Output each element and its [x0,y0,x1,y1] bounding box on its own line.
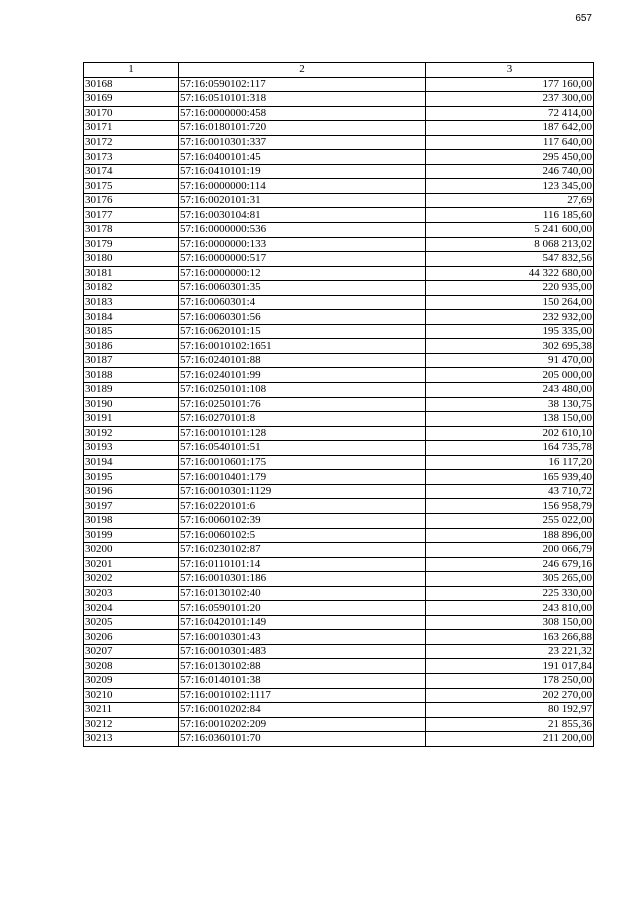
value-cell: 138 150,00 [426,412,594,427]
table-row [84,310,594,325]
column-header-2: 2 [179,63,426,78]
row-number-cell: 30182 [84,281,179,296]
value-cell: 21 855,36 [426,717,594,732]
cadastral-number-cell: 57:16:0010102:1651 [179,339,426,354]
row-number-cell: 30196 [84,484,179,499]
table-row [84,659,594,674]
cadastral-number-cell: 57:16:0010601:175 [179,455,426,470]
row-number-cell: 30188 [84,368,179,383]
row-number-cell: 30208 [84,659,179,674]
table-row [84,266,594,281]
table-row [84,499,594,514]
table-row [84,193,594,208]
table-row [84,77,594,92]
cadastral-number-cell: 57:16:0420101:149 [179,615,426,630]
table-row [84,208,594,223]
cadastral-number-cell: 57:16:0010202:84 [179,703,426,718]
value-cell: 44 322 680,00 [426,266,594,281]
table-row [84,703,594,718]
table-header [84,63,594,78]
value-cell: 302 695,38 [426,339,594,354]
value-cell: 43 710,72 [426,484,594,499]
cadastral-number-cell: 57:16:0140101:38 [179,673,426,688]
value-cell: 178 250,00 [426,673,594,688]
value-cell: 211 200,00 [426,732,594,747]
cadastral-number-cell: 57:16:0010301:43 [179,630,426,645]
table-row [84,121,594,136]
value-cell: 255 022,00 [426,513,594,528]
table-row [84,513,594,528]
value-cell: 8 068 213,02 [426,237,594,252]
value-cell: 116 185,60 [426,208,594,223]
cadastral-number-cell: 57:16:0010301:483 [179,644,426,659]
row-number-cell: 30204 [84,601,179,616]
value-cell: 117 640,00 [426,135,594,150]
cadastral-number-cell: 57:16:0110101:14 [179,557,426,572]
table-row [84,237,594,252]
row-number-cell: 30195 [84,470,179,485]
cadastral-number-cell: 57:16:0590101:20 [179,601,426,616]
cadastral-number-cell: 57:16:0000000:12 [179,266,426,281]
value-cell: 246 740,00 [426,164,594,179]
cadastral-number-cell: 57:16:0000000:536 [179,223,426,238]
table-row [84,397,594,412]
table-row [84,470,594,485]
header-row [84,63,594,78]
row-number-cell: 30170 [84,106,179,121]
row-number-cell: 30200 [84,543,179,558]
table-row [84,688,594,703]
cadastral-number-cell: 57:16:0220101:6 [179,499,426,514]
table-row [84,368,594,383]
row-number-cell: 30211 [84,703,179,718]
value-cell: 38 130,75 [426,397,594,412]
column-header-1: 1 [84,63,179,78]
value-cell: 225 330,00 [426,586,594,601]
row-number-cell: 30184 [84,310,179,325]
cadastral-number-cell: 57:16:0000000:517 [179,252,426,267]
cadastral-number-cell: 57:16:0010101:128 [179,426,426,441]
row-number-cell: 30201 [84,557,179,572]
value-cell: 177 160,00 [426,77,594,92]
table-row [84,164,594,179]
table-row [84,543,594,558]
value-cell: 150 264,00 [426,295,594,310]
cadastral-number-cell: 57:16:0270101:8 [179,412,426,427]
cadastral-number-cell: 57:16:0240101:88 [179,353,426,368]
table-row [84,412,594,427]
row-number-cell: 30185 [84,324,179,339]
cadastral-number-cell: 57:16:0060102:5 [179,528,426,543]
table-body [84,77,594,746]
value-cell: 243 480,00 [426,383,594,398]
row-number-cell: 30212 [84,717,179,732]
value-cell: 308 150,00 [426,615,594,630]
table-row [84,223,594,238]
value-cell: 91 470,00 [426,353,594,368]
row-number-cell: 30186 [84,339,179,354]
row-number-cell: 30197 [84,499,179,514]
cadastral-number-cell: 57:16:0240101:99 [179,368,426,383]
cadastral-number-cell: 57:16:0000000:114 [179,179,426,194]
value-cell: 237 300,00 [426,92,594,107]
value-cell: 187 642,00 [426,121,594,136]
value-cell: 243 810,00 [426,601,594,616]
table-row [84,528,594,543]
table-row [84,295,594,310]
cadastral-number-cell: 57:16:0130102:88 [179,659,426,674]
table-row [84,106,594,121]
value-cell: 164 735,78 [426,441,594,456]
table-row [84,92,594,107]
row-number-cell: 30198 [84,513,179,528]
cadastral-number-cell: 57:16:0400101:45 [179,150,426,165]
row-number-cell: 30209 [84,673,179,688]
table-row [84,732,594,747]
row-number-cell: 30179 [84,237,179,252]
value-cell: 305 265,00 [426,572,594,587]
table-row [84,673,594,688]
row-number-cell: 30213 [84,732,179,747]
cadastral-number-cell: 57:16:0010301:186 [179,572,426,587]
row-number-cell: 30206 [84,630,179,645]
cadastral-number-cell: 57:16:0010401:179 [179,470,426,485]
table-row [84,135,594,150]
table-row [84,281,594,296]
table-row [84,615,594,630]
row-number-cell: 30173 [84,150,179,165]
table-row [84,339,594,354]
value-cell: 156 958,79 [426,499,594,514]
table-row [84,179,594,194]
table-row [84,426,594,441]
row-number-cell: 30177 [84,208,179,223]
row-number-cell: 30192 [84,426,179,441]
cadastral-number-cell: 57:16:0000000:133 [179,237,426,252]
value-cell: 123 345,00 [426,179,594,194]
row-number-cell: 30189 [84,383,179,398]
value-cell: 295 450,00 [426,150,594,165]
value-cell: 80 192,97 [426,703,594,718]
value-cell: 246 679,16 [426,557,594,572]
cadastral-number-cell: 57:16:0590102:117 [179,77,426,92]
row-number-cell: 30172 [84,135,179,150]
value-cell: 205 000,00 [426,368,594,383]
cadastral-number-cell: 57:16:0360101:70 [179,732,426,747]
cadastral-number-cell: 57:16:0060301:56 [179,310,426,325]
value-cell: 165 939,40 [426,470,594,485]
table-row [84,441,594,456]
value-cell: 220 935,00 [426,281,594,296]
table-row [84,644,594,659]
row-number-cell: 30205 [84,615,179,630]
cadastral-number-cell: 57:16:0250101:76 [179,397,426,412]
registry-table [83,62,594,747]
cadastral-number-cell: 57:16:0510101:318 [179,92,426,107]
table-row [84,252,594,267]
value-cell: 202 270,00 [426,688,594,703]
cadastral-number-cell: 57:16:0250101:108 [179,383,426,398]
row-number-cell: 30203 [84,586,179,601]
value-cell: 72 414,00 [426,106,594,121]
table-row [84,717,594,732]
column-header-3: 3 [426,63,594,78]
value-cell: 23 221,32 [426,644,594,659]
cadastral-number-cell: 57:16:0010202:209 [179,717,426,732]
row-number-cell: 30191 [84,412,179,427]
row-number-cell: 30187 [84,353,179,368]
row-number-cell: 30169 [84,92,179,107]
row-number-cell: 30190 [84,397,179,412]
row-number-cell: 30174 [84,164,179,179]
value-cell: 188 896,00 [426,528,594,543]
cadastral-number-cell: 57:16:0540101:51 [179,441,426,456]
row-number-cell: 30180 [84,252,179,267]
value-cell: 191 017,84 [426,659,594,674]
table-row [84,630,594,645]
row-number-cell: 30178 [84,223,179,238]
cadastral-number-cell: 57:16:0010301:337 [179,135,426,150]
value-cell: 27,69 [426,193,594,208]
cadastral-number-cell: 57:16:0000000:458 [179,106,426,121]
row-number-cell: 30202 [84,572,179,587]
table-row [84,484,594,499]
cadastral-number-cell: 57:16:0020101:31 [179,193,426,208]
table-row [84,586,594,601]
cadastral-number-cell: 57:16:0060102:39 [179,513,426,528]
row-number-cell: 30193 [84,441,179,456]
cadastral-number-cell: 57:16:0130102:40 [179,586,426,601]
cadastral-number-cell: 57:16:0010301:1129 [179,484,426,499]
cadastral-number-cell: 57:16:0620101:15 [179,324,426,339]
value-cell: 5 241 600,00 [426,223,594,238]
row-number-cell: 30210 [84,688,179,703]
cadastral-number-cell: 57:16:0060301:35 [179,281,426,296]
table-row [84,150,594,165]
row-number-cell: 30176 [84,193,179,208]
table-row [84,455,594,470]
row-number-cell: 30199 [84,528,179,543]
table-row [84,572,594,587]
cadastral-number-cell: 57:16:0180101:720 [179,121,426,136]
table-row [84,383,594,398]
value-cell: 195 335,00 [426,324,594,339]
page-number: 657 [575,13,592,24]
value-cell: 202 610,10 [426,426,594,441]
value-cell: 163 266,88 [426,630,594,645]
value-cell: 547 832,56 [426,252,594,267]
cadastral-number-cell: 57:16:0060301:4 [179,295,426,310]
row-number-cell: 30183 [84,295,179,310]
row-number-cell: 30168 [84,77,179,92]
value-cell: 200 066,79 [426,543,594,558]
cadastral-number-cell: 57:16:0030104:81 [179,208,426,223]
value-cell: 16 117,20 [426,455,594,470]
cadastral-number-cell: 57:16:0010102:1117 [179,688,426,703]
table-row [84,324,594,339]
row-number-cell: 30171 [84,121,179,136]
row-number-cell: 30175 [84,179,179,194]
row-number-cell: 30181 [84,266,179,281]
table-row [84,601,594,616]
row-number-cell: 30194 [84,455,179,470]
cadastral-number-cell: 57:16:0410101:19 [179,164,426,179]
table-row [84,557,594,572]
table-row [84,353,594,368]
row-number-cell: 30207 [84,644,179,659]
cadastral-number-cell: 57:16:0230102:87 [179,543,426,558]
value-cell: 232 932,00 [426,310,594,325]
